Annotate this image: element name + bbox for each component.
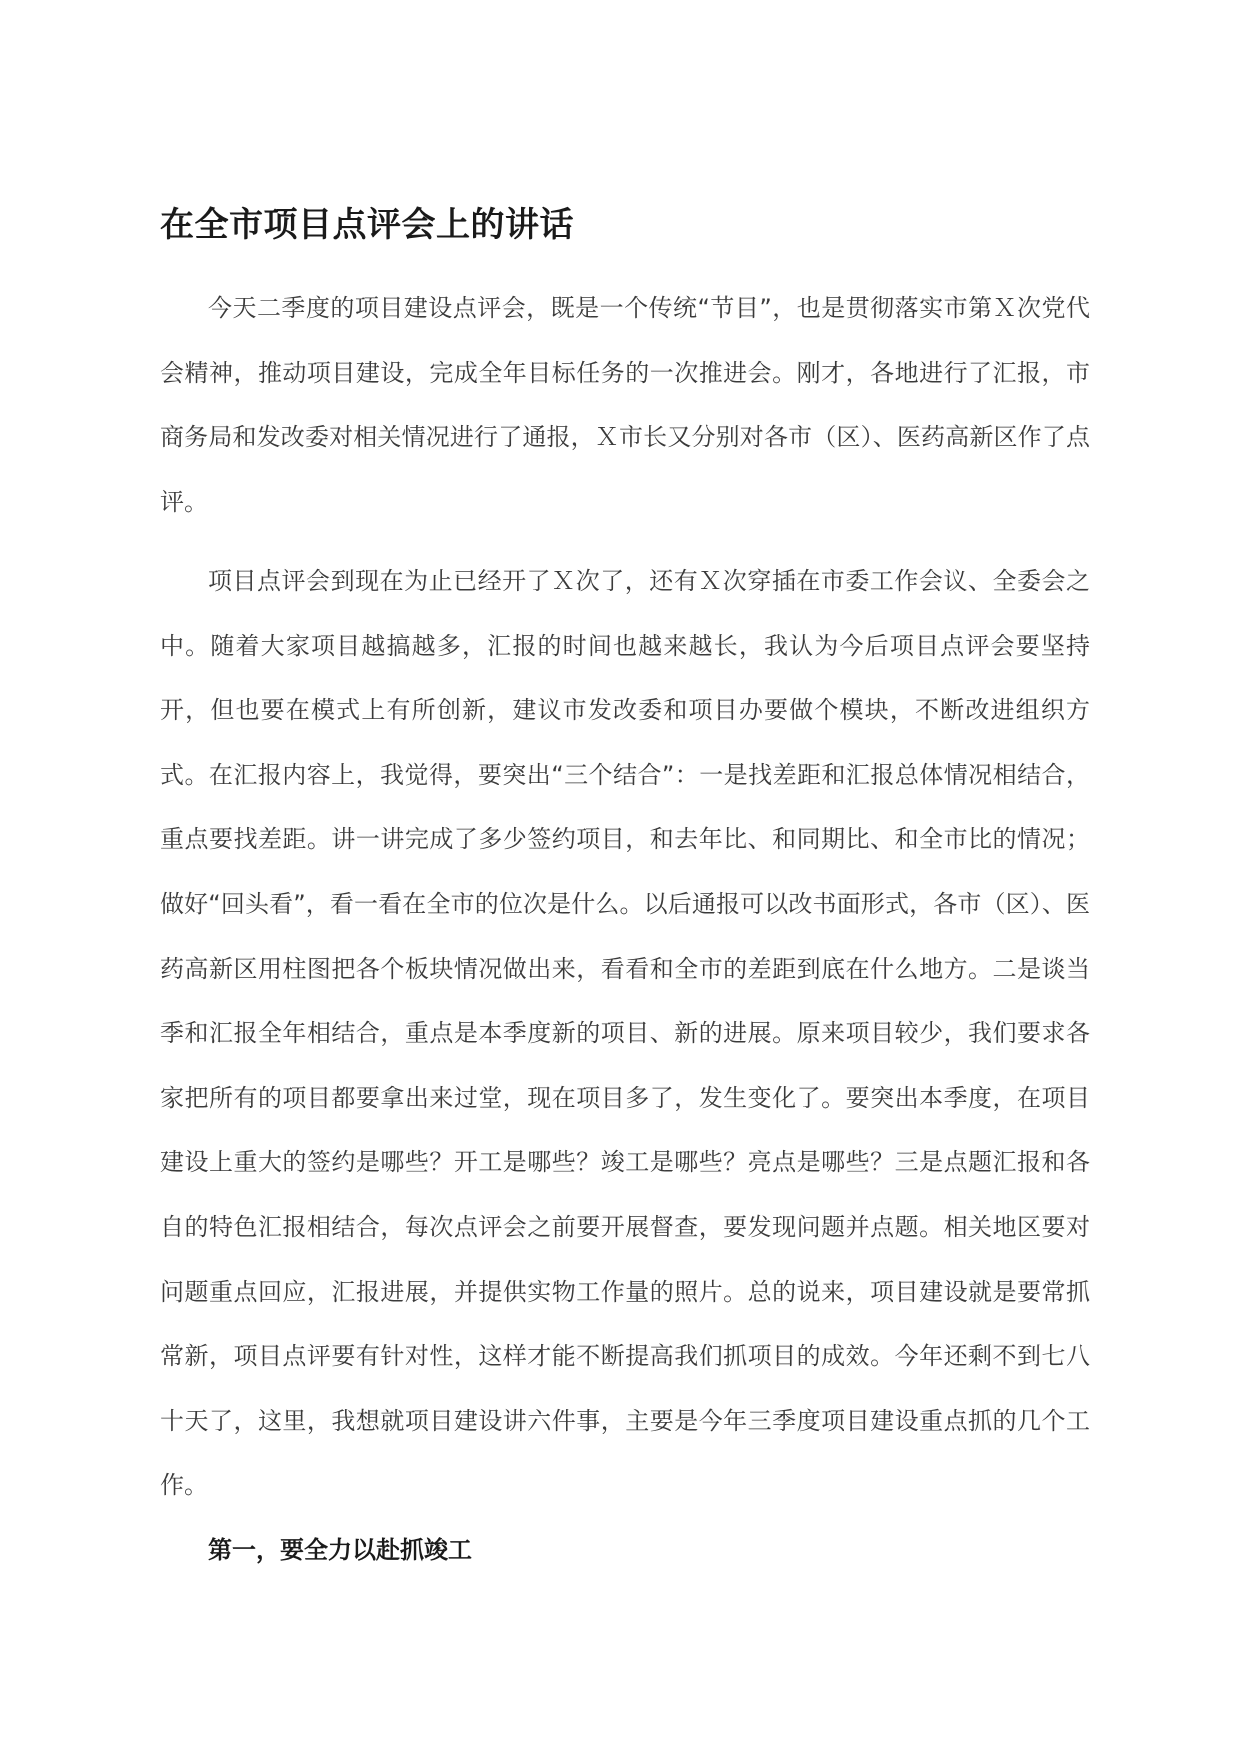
paragraph-meeting-format: 项目点评会到现在为止已经开了Ｘ次了，还有Ｘ次穿插在市委工作会议、全委会之中。随着大家项目越搞越多，汇报的时间也越来越长，我认为今后项目点评会要坚持开，但也要在模式上有所创新，建议市发改委和项目办要做个模块，不断改进组织方式。在汇报内容上，我觉得，要突出“三个结合”：一是找差距和汇报总体情况相结合，重点要找差距。讲一讲完成了多少签约项目，和去年比、和同期比、和全市比的情况；做好“回头看”，看一看在全市的位次是什么。以后通报可以改书面形式，各市（区）、医药高新区用柱图把各个板块情况做出来，看看和全市的差距到底在什么地方。二是谈当季和汇报全年相结合，重点是本季度新的项目、新的进展。原来项目较少，我们要求各家把所有的项目都要拿出来过堂，现在项目多了，发生变化了。要突出本季度，在项目建设上重大的签约是哪些？开工是哪些？竣工是哪些？亮点是哪些？三是点题汇报和各自的特色汇报相结合，每次点评会之前要开展督查，要发现问题并点题。相关地区要对问题重点回应，汇报进展，并提供实物工作量的照片。总的说来，项目建设就是要常抓常新，项目点评要有针对性，这样才能不断提高我们抓项目的成效。今年还剩不到七八十天了，这里，我想就项目建设讲六件事，主要是今年三季度项目建设重点抓的几个工作。 — [160, 567, 1090, 1500]
paragraph-intro: 今天二季度的项目建设点评会，既是一个传统“节目”，也是贯彻落实市第Ｘ次党代会精神，推动项目建设，完成全年目标任务的一次推进会。刚才，各地进行了汇报，市商务局和发改委对相关情况进行了通报，Ｘ市长又分别对各市（区）、医药高新区作了点评。 — [160, 294, 1090, 516]
document-title: 在全市项目点评会上的讲话 — [160, 205, 574, 245]
section-heading-first: 第一，要全力以赴抓竣工 — [208, 1536, 472, 1564]
